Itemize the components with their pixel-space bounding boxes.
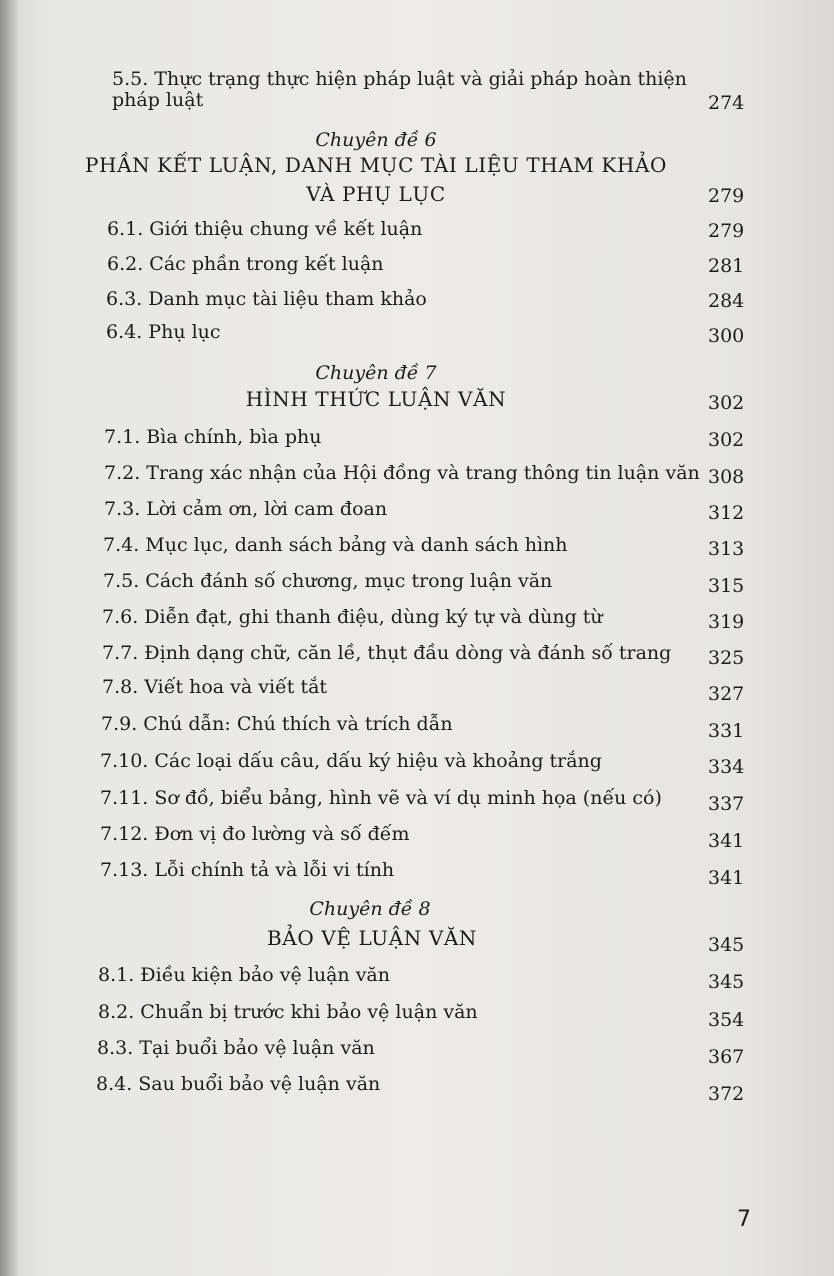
toc-entry-7-13: 7.13. Lỗi chính tả và lỗi vi tính [100, 859, 395, 881]
toc-page-chapter-7: 302 [708, 392, 745, 414]
toc-entry-7-11: 7.11. Sơ đồ, biểu bảng, hình vẽ và ví dụ minh họa (nếu có) [100, 787, 662, 809]
toc-entry-7-10: 7.10. Các loại dấu câu, dấu ký hiệu và khoảng trắng [100, 750, 602, 772]
chapter-label-8: Chuyên đề 8 [309, 898, 431, 920]
toc-page-6-1: 279 [708, 220, 745, 242]
toc-entry-8-1: 8.1. Điều kiện bảo vệ luận văn [98, 964, 390, 986]
toc-page-7-10: 334 [708, 756, 745, 778]
chapter-title-8: BẢO VỆ LUẬN VĂN [266, 926, 478, 950]
toc-entry-7-4: 7.4. Mục lục, danh sách bảng và danh sách hình [103, 534, 568, 556]
toc-page-7-12: 341 [708, 830, 745, 852]
toc-page-5-5: 274 [708, 92, 745, 114]
toc-page-7-9: 331 [708, 720, 745, 742]
toc-page-7-4: 313 [708, 538, 745, 560]
toc-entry-6-2: 6.2. Các phần trong kết luận [107, 253, 384, 275]
toc-entry-7-9: 7.9. Chú dẫn: Chú thích và trích dẫn [101, 713, 453, 735]
toc-page-chapter-6: 279 [708, 185, 745, 207]
toc-entry-7-7: 7.7. Định dạng chữ, căn lề, thụt đầu dòng và đánh số trang [102, 642, 672, 664]
chapter-title-7: HÌNH THỨC LUẬN VĂN [245, 387, 507, 411]
toc-page-7-5: 315 [708, 575, 745, 597]
toc-page-7-7: 325 [708, 647, 745, 669]
toc-entry-5-5-line1: 5.5. Thực trạng thực hiện pháp luật và giải pháp hoàn thiện [112, 68, 687, 90]
toc-entry-5-5-line2: pháp luật [112, 89, 204, 111]
toc-entry-6-1: 6.1. Giới thiệu chung về kết luận [107, 218, 423, 240]
toc-entry-7-1: 7.1. Bìa chính, bìa phụ [104, 426, 322, 448]
toc-page-7-2: 308 [708, 466, 745, 488]
toc-page-6-3: 284 [708, 290, 745, 312]
toc-entry-7-5: 7.5. Cách đánh số chương, mục trong luận văn [103, 570, 553, 592]
toc-entry-7-3: 7.3. Lời cảm ơn, lời cam đoan [104, 498, 388, 520]
toc-entry-6-4: 6.4. Phụ lục [106, 321, 221, 343]
toc-entry-8-2: 8.2. Chuẩn bị trước khi bảo vệ luận văn [98, 1001, 478, 1023]
toc-page-7-3: 312 [708, 502, 745, 524]
chapter-title-6-line1: PHẦN KẾT LUẬN, DANH MỤC TÀI LIỆU THAM KHẢO [84, 153, 668, 177]
toc-entry-7-8: 7.8. Viết hoa và viết tắt [102, 676, 328, 698]
toc-page-8-3: 367 [708, 1046, 745, 1068]
chapter-title-6-line2: VÀ PHỤ LỤC [306, 182, 446, 206]
toc-page-7-6: 319 [708, 611, 745, 633]
toc-page-6-4: 300 [708, 325, 745, 347]
toc-page-8-4: 372 [708, 1083, 745, 1105]
toc-page-7-8: 327 [708, 683, 745, 705]
chapter-label-6: Chuyên đề 6 [315, 129, 437, 151]
toc-page-6-2: 281 [708, 255, 745, 277]
toc-page-chapter-8: 345 [708, 934, 745, 956]
toc-page-8-2: 354 [708, 1009, 745, 1031]
toc-entry-7-6: 7.6. Diễn đạt, ghi thanh điệu, dùng ký tự và dùng từ [102, 606, 603, 628]
toc-entry-6-3: 6.3. Danh mục tài liệu tham khảo [106, 288, 427, 310]
toc-entry-8-3: 8.3. Tại buổi bảo vệ luận văn [97, 1037, 375, 1059]
toc-entry-7-2: 7.2. Trang xác nhận của Hội đồng và trang thông tin luận văn [104, 462, 700, 484]
chapter-label-7: Chuyên đề 7 [315, 362, 437, 384]
toc-page-8-1: 345 [708, 971, 745, 993]
toc-entry-7-12: 7.12. Đơn vị đo lường và số đếm [100, 823, 410, 845]
toc-entry-8-4: 8.4. Sau buổi bảo vệ luận văn [96, 1073, 381, 1095]
toc-page-7-13: 341 [708, 867, 745, 889]
page-number: 7 [737, 1207, 751, 1232]
toc-page-7-1: 302 [708, 429, 745, 451]
toc-page-7-11: 337 [708, 793, 745, 815]
